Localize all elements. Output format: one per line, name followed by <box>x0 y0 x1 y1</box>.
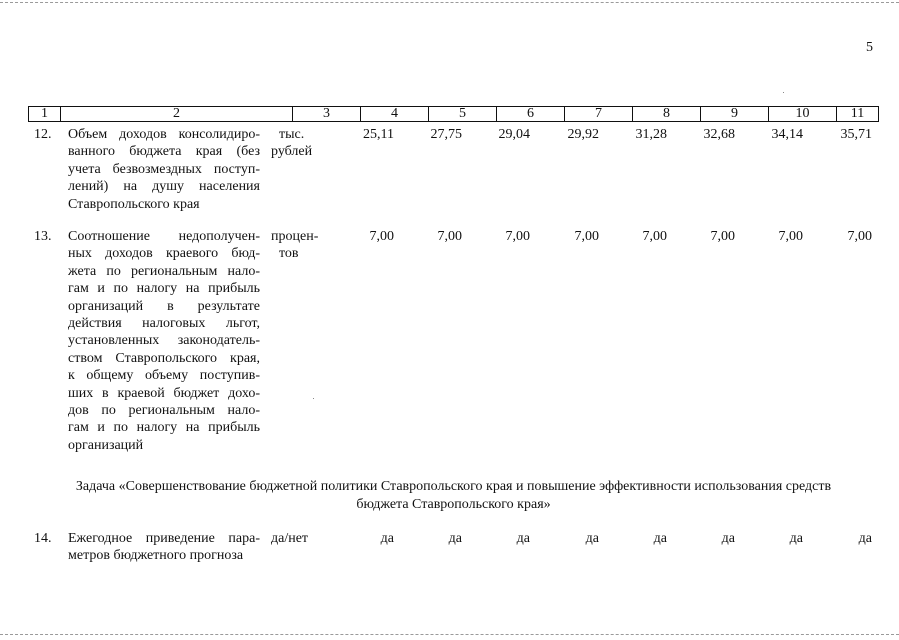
indicator-name-line: жета по региональным нало- <box>68 263 260 279</box>
value-cell: 25,11 <box>363 127 394 142</box>
indicator-name-line: учета безвозмездных поступ- <box>68 161 260 177</box>
scan-edge-bottom <box>0 634 899 635</box>
indicator-name-line: установленных законодатель- <box>68 333 260 349</box>
column-header: 9 <box>701 107 769 121</box>
value-cell: 7,00 <box>778 229 803 244</box>
indicator-name-line: Объем доходов консолидиро- <box>68 127 260 142</box>
value-cell: 27,75 <box>430 127 462 142</box>
value-cell: да <box>380 531 394 546</box>
task-heading-line: бюджета Ставропольского края» <box>356 497 551 512</box>
value-cell: 7,00 <box>847 229 872 244</box>
indicator-name-line: Соотношение недополучен- <box>68 229 260 244</box>
indicator-name-line: ством Ставропольского края, <box>68 350 260 366</box>
value-cell: 31,28 <box>635 127 667 142</box>
indicator-name-line: метров бюджетного прогноза <box>68 548 244 564</box>
value-cell: да <box>858 531 872 546</box>
column-header: 10 <box>769 107 837 121</box>
indicator-name-line: организаций <box>68 437 144 453</box>
indicator-name-line: действия налоговых льгот, <box>68 316 260 332</box>
unit-of-measure <box>271 228 341 263</box>
unit-line: тов <box>279 246 299 262</box>
column-header: 5 <box>429 107 497 121</box>
column-header: 8 <box>633 107 701 121</box>
indicator-name-line: ванного бюджета края (без <box>68 144 260 160</box>
indicator-name-line: дов по региональным нало- <box>68 403 260 419</box>
column-header: 4 <box>361 107 429 121</box>
page-number: 5 <box>866 40 873 55</box>
value-cell: 7,00 <box>437 229 462 244</box>
value-cell: 34,14 <box>771 127 803 142</box>
column-header: 11 <box>850 106 865 121</box>
column-header: 1 <box>29 107 61 121</box>
unit-line: процен- <box>271 229 319 244</box>
indicator-name-line: ших в краевой бюджет дохо- <box>68 385 260 401</box>
indicator-name <box>68 228 260 454</box>
unit-line: рублей <box>271 144 313 160</box>
scan-speck <box>783 92 784 93</box>
task-heading-line: Задача «Совершенствование бюджетной политики Ставропольского края и повышение эффективности использования средств <box>75 479 832 494</box>
indicator-name <box>68 530 260 565</box>
value-cell: 32,68 <box>703 127 735 142</box>
indicator-name-line: гам и по налогу на прибыль <box>68 281 260 297</box>
row-number: 12. <box>34 127 52 142</box>
scan-speck <box>313 398 314 399</box>
unit-of-measure <box>271 126 341 161</box>
indicator-name-line: Ставропольского края <box>68 196 200 212</box>
indicator-name-line: организаций в результате <box>68 298 260 314</box>
indicator-name-line: к общему объему поступив- <box>68 368 260 384</box>
value-cell: 7,00 <box>505 229 530 244</box>
indicator-name-line: гам и по налогу на прибыль <box>68 420 260 436</box>
scan-edge-top <box>0 2 899 3</box>
unit-of-measure <box>271 530 341 547</box>
indicator-name-line: лений) на душу населения <box>68 179 260 195</box>
value-cell: да <box>789 531 803 546</box>
indicator-name-line: Ежегодное приведение пара- <box>68 531 260 546</box>
value-cell: да <box>585 531 599 546</box>
value-cell: да <box>653 531 667 546</box>
table-header-row <box>28 106 879 122</box>
row-number: 13. <box>34 229 52 244</box>
indicator-name <box>68 126 260 213</box>
task-heading <box>30 478 877 514</box>
unit-line: тыс. <box>279 127 305 142</box>
column-header: 7 <box>565 107 633 121</box>
column-header: 3 <box>293 107 361 121</box>
value-cell: да <box>516 531 530 546</box>
value-cell: 35,71 <box>840 127 872 142</box>
value-cell: 7,00 <box>574 229 599 244</box>
value-cell: 29,04 <box>498 127 530 142</box>
value-cell: 7,00 <box>369 229 394 244</box>
value-cell: 29,92 <box>567 127 599 142</box>
unit-line: да/нет <box>271 531 309 546</box>
value-cell: да <box>721 531 735 546</box>
value-cell: да <box>448 531 462 546</box>
row-number: 14. <box>34 531 52 546</box>
indicator-name-line: ных доходов краевого бюд- <box>68 246 260 262</box>
value-cell: 7,00 <box>642 229 667 244</box>
column-header: 6 <box>497 107 565 121</box>
column-header: 2 <box>61 107 293 121</box>
value-cell: 7,00 <box>710 229 735 244</box>
